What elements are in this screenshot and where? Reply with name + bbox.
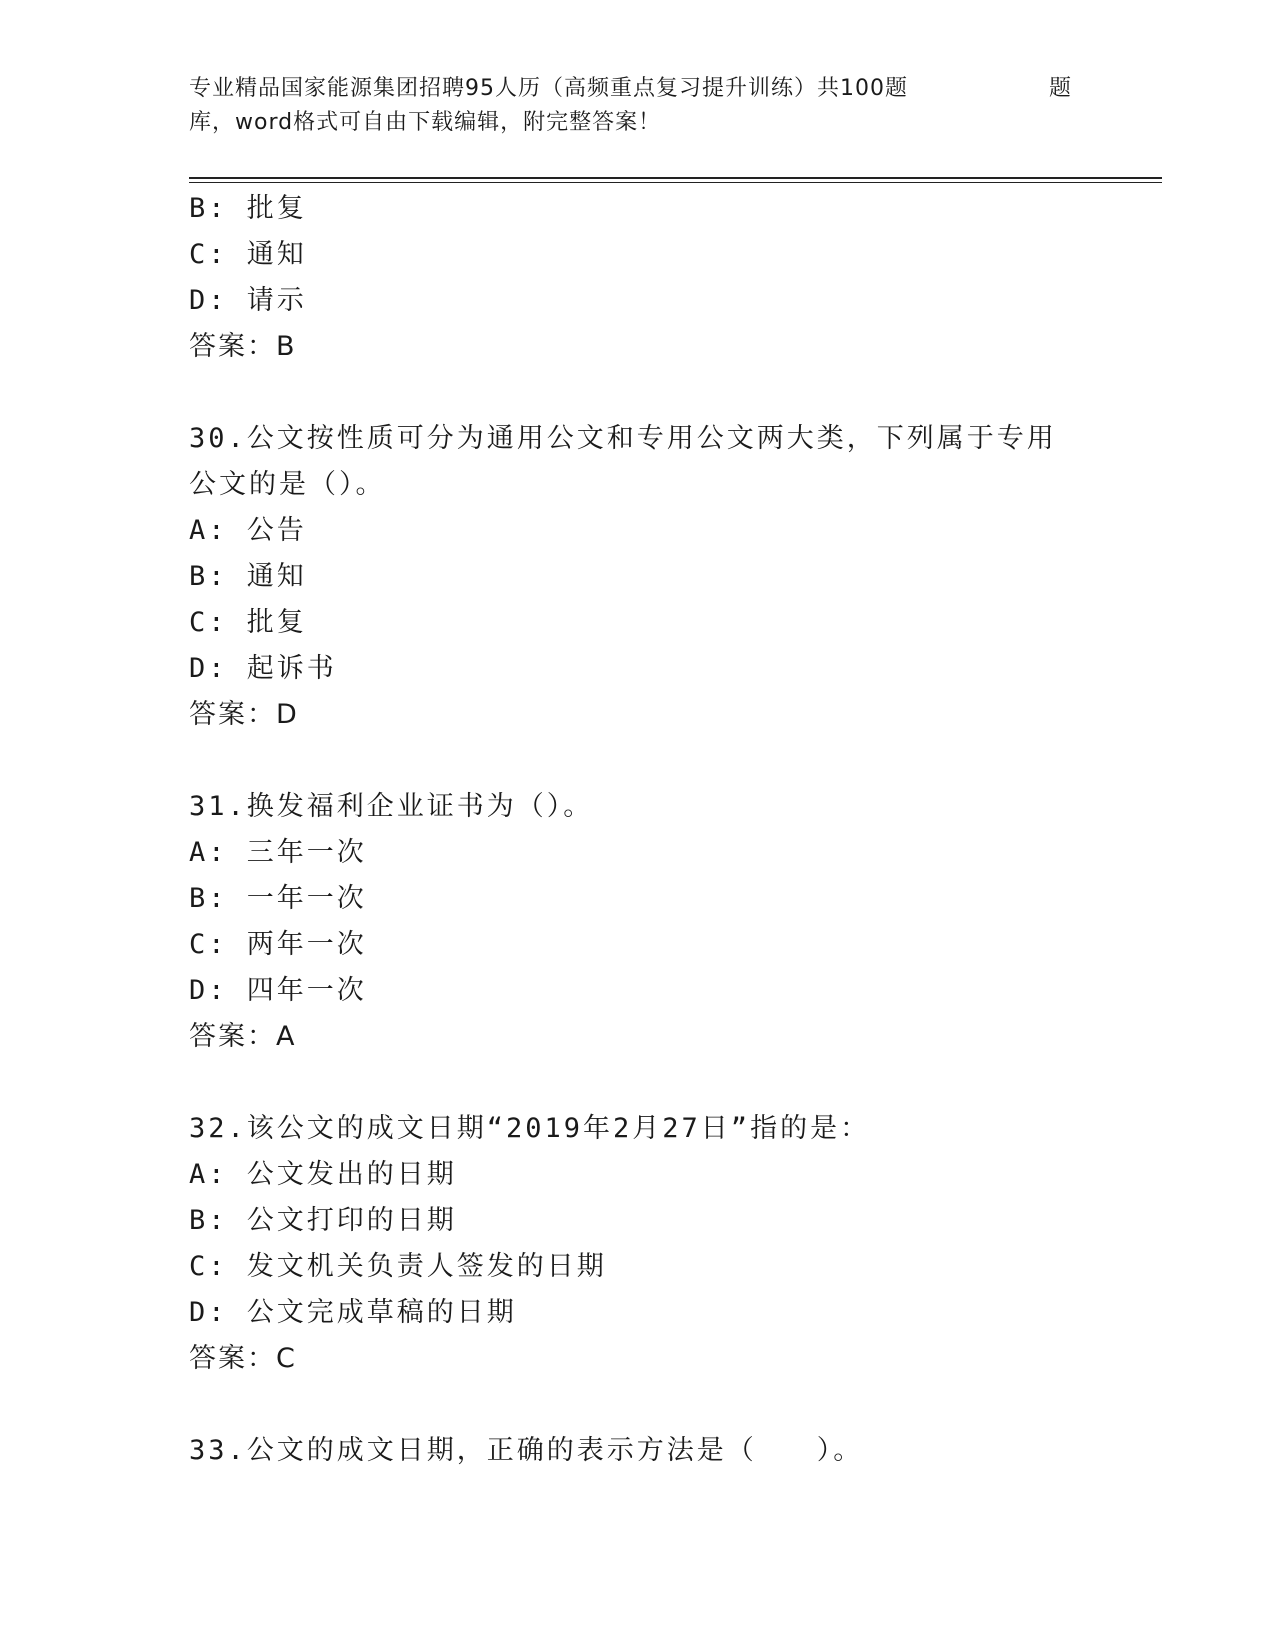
option: A: 公告 [189,515,307,546]
question-stem [189,1428,1079,1474]
option: B: 公文打印的日期 [189,1205,457,1236]
option: D: 公文完成草稿的日期 [189,1297,517,1328]
header-divider-thin [189,182,1162,183]
option: C: 两年一次 [189,929,367,960]
document-header [189,72,1089,140]
option: B: 通知 [189,561,307,592]
header-title-line2: 库，word格式可自由下载编辑，附完整答案！ [189,110,662,135]
question-block [189,784,1089,1060]
header-title-tail: 题 [1049,76,1073,101]
question-block [189,416,1089,738]
option: B: 一年一次 [189,883,367,914]
option: A: 三年一次 [189,837,367,868]
header-divider [189,177,1162,179]
option: D: 四年一次 [189,975,367,1006]
question-stem: 32.该公文的成文日期“2019年2月27日”指的是： [189,1113,871,1144]
question-stem-start: 33.公文的成文日期，正确的表示方法是（ [189,1435,757,1466]
question-stem: 30.公文按性质可分为通用公文和专用公文两大类，下列属于专用公文的是（）。 [189,423,1057,500]
option: C: 发文机关负责人签发的日期 [189,1251,607,1282]
header-title-line1: 专业精品国家能源集团招聘95人历（高频重点复习提升训练）共100题 [189,76,908,101]
question-stem-end: ）。 [816,1435,864,1466]
option: D: 起诉书 [189,653,337,684]
option: C: 批复 [189,607,307,638]
option: D: 请示 [189,285,307,316]
answer: 答案：A [189,1021,297,1052]
answer: 答案：C [189,1343,297,1374]
question-block [189,1106,1089,1382]
option: C: 通知 [189,239,307,270]
answer: 答案：D [189,699,299,730]
option: A: 公文发出的日期 [189,1159,457,1190]
question-stem: 31.换发福利企业证书为（）。 [189,791,594,822]
question-list [189,186,1089,1474]
question-carryover [189,186,1089,370]
option: B: 批复 [189,193,307,224]
answer: 答案：B [189,331,297,362]
question-block [189,1428,1089,1474]
